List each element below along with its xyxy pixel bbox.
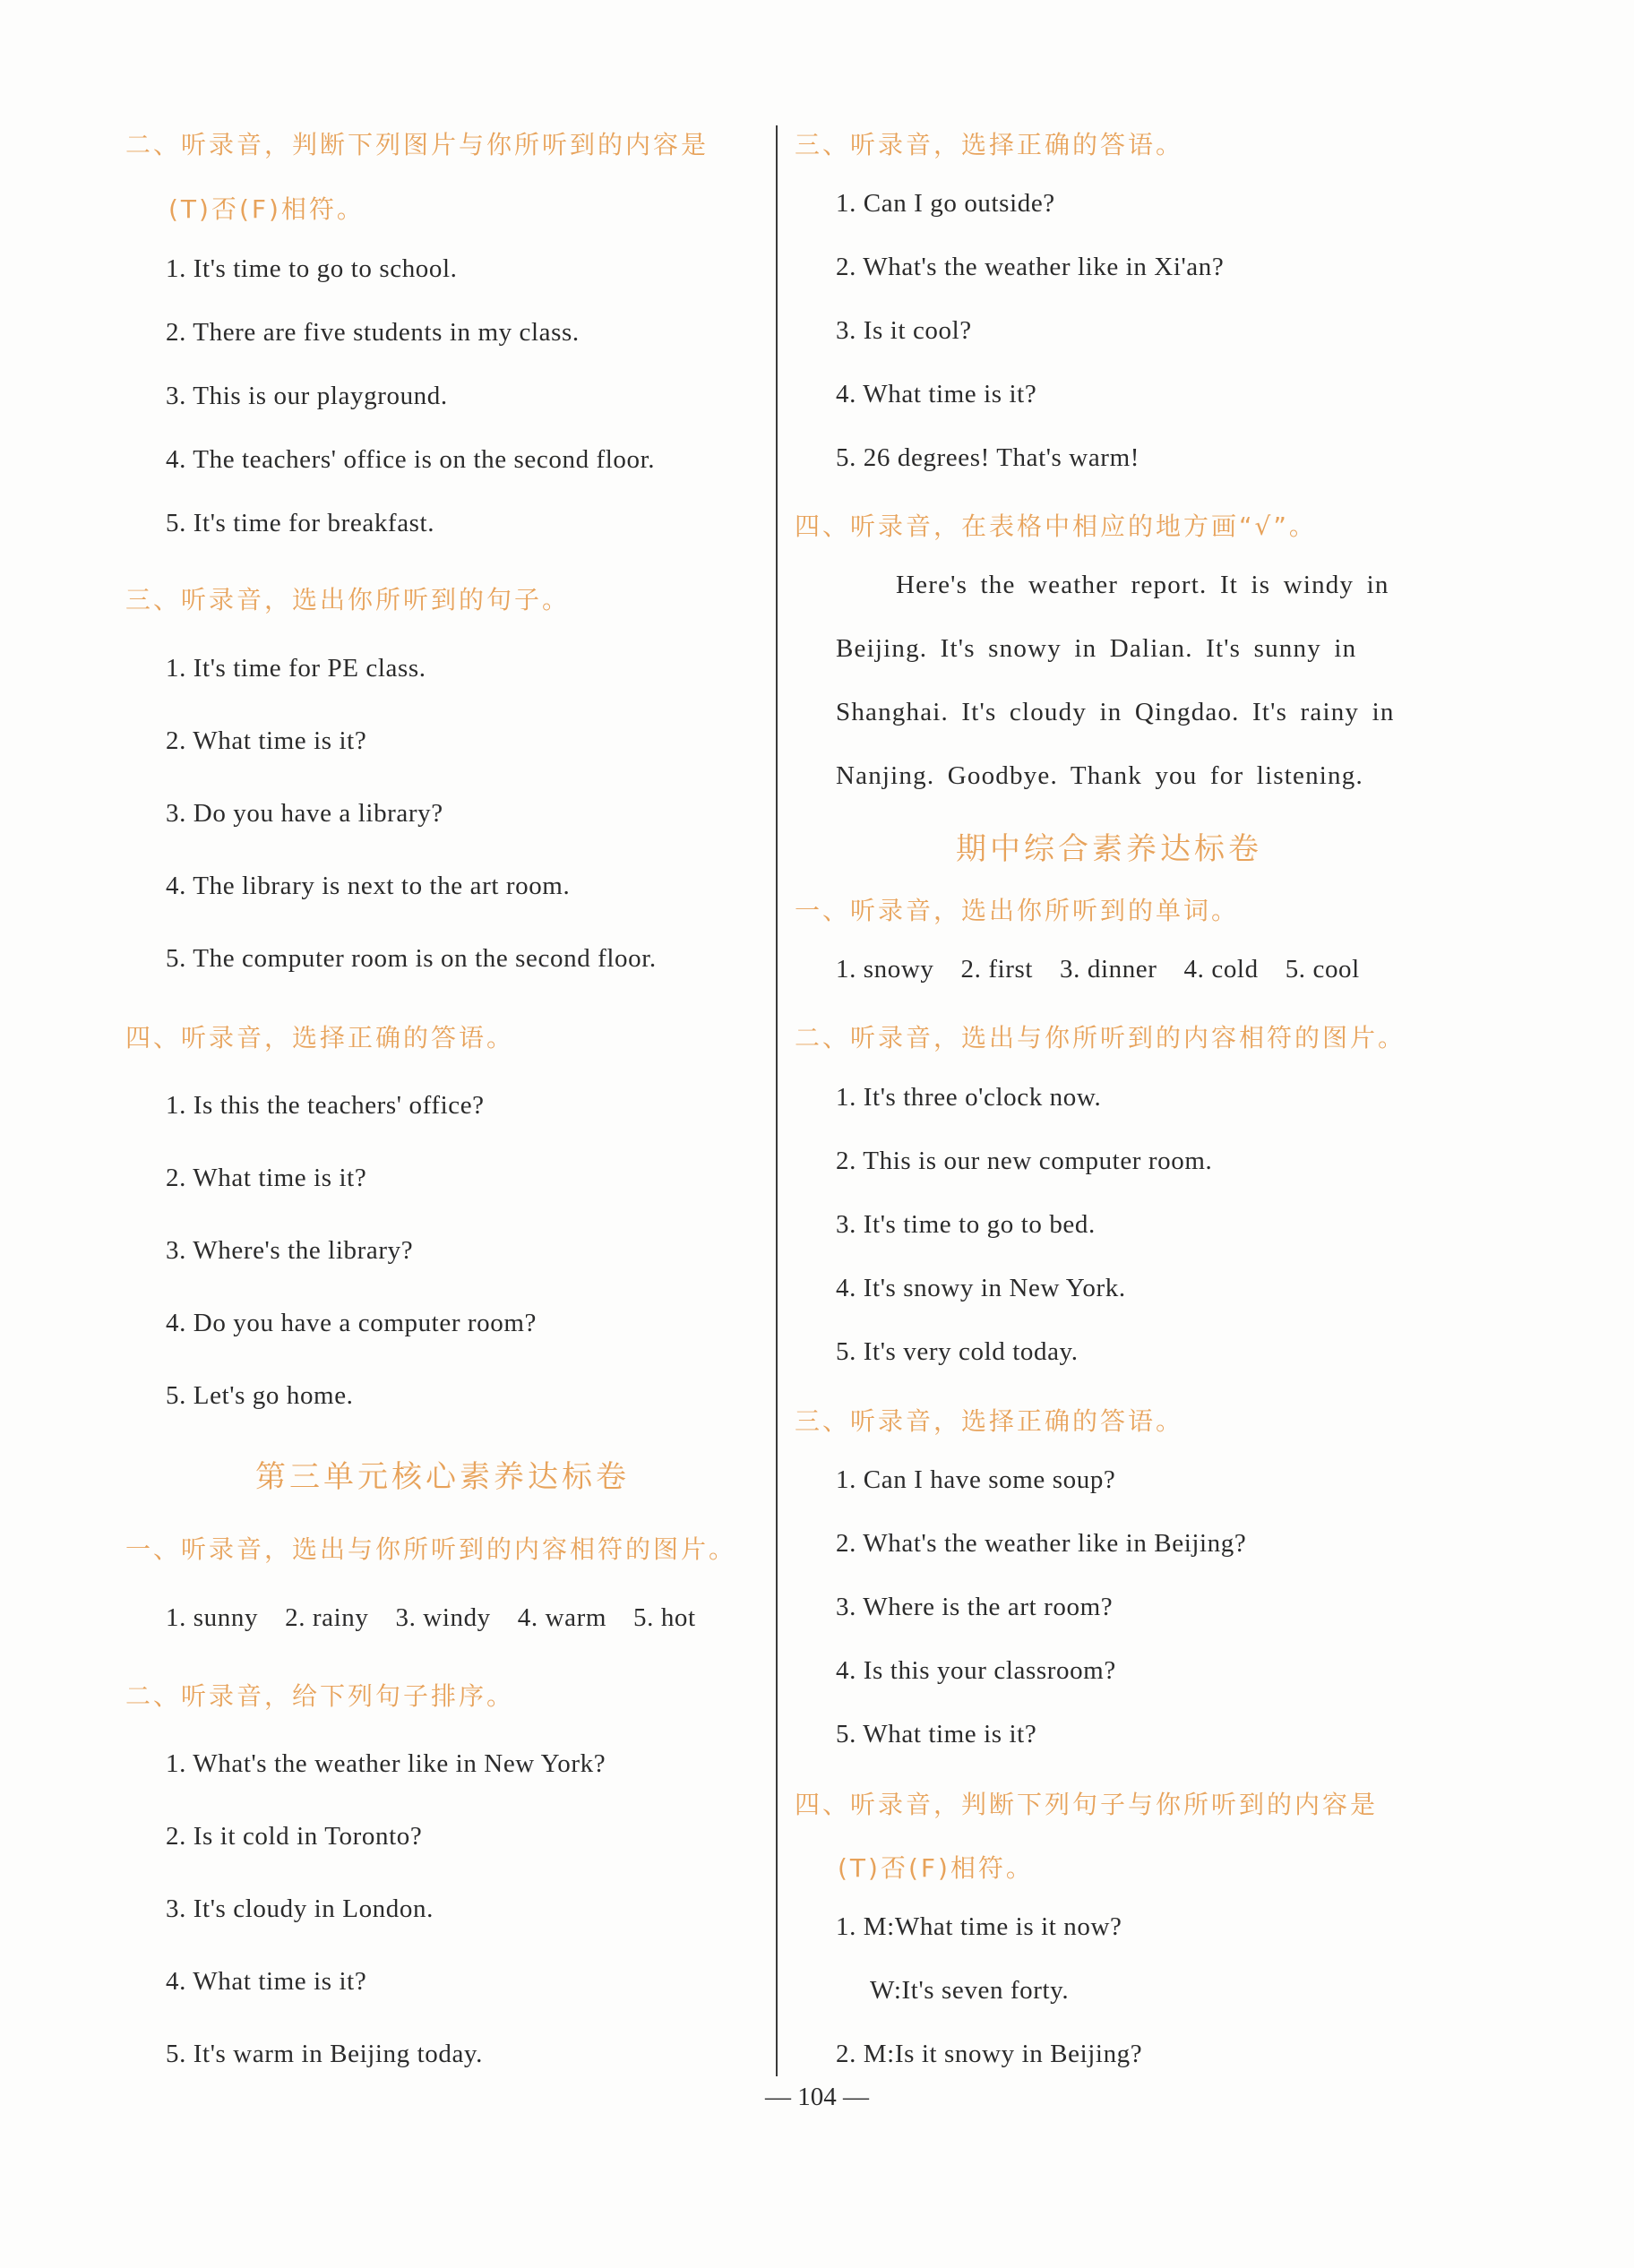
word-list [166,1603,723,1633]
dialogue-line: 1. M:What time is it now? [836,1912,1122,1941]
dialogue-line: 2. M:Is it snowy in Beijing? [836,2040,1143,2068]
list-item: 4. The teachers' office is on the second floor. [166,445,656,474]
word-option: 5. hot [633,1603,696,1632]
page-number: — 104 — [765,2083,869,2111]
word-option: 3. windy [395,1603,491,1632]
word-option: 4. cold [1183,955,1259,984]
word-option: 1. sunny [166,1603,259,1632]
list-item: 1. It's three o'clock now. [836,1083,1102,1112]
section-heading: 二、听录音，选出与你所听到的内容相符的图片。 [795,1023,1406,1052]
list-item: 3. It's cloudy in London. [166,1894,434,1923]
list-item: 2. This is our new computer room. [836,1147,1213,1175]
column-divider [776,125,778,2076]
list-item: 1. It's time to go to school. [166,254,458,283]
unit-title: 第三单元核心素养达标卷 [255,1459,630,1495]
paragraph-line: Here's the weather report. It is windy in [896,571,1389,599]
list-item: 1. It's time for PE class. [166,654,426,683]
list-item: 4. What time is it? [166,1967,367,1996]
list-item: 3. It's time to go to bed. [836,1210,1096,1239]
list-item: 1. Can I go outside? [836,189,1055,218]
dialogue-line: W:It's seven forty. [870,1976,1070,2005]
paragraph-line: Shanghai. It's cloudy in Qingdao. It's rainy in [836,698,1395,726]
list-item: 4. What time is it? [836,380,1037,408]
list-item: 2. Is it cold in Toronto? [166,1822,423,1851]
section-heading: 四、听录音，选择正确的答语。 [125,1023,515,1052]
paragraph-line: Nanjing. Goodbye. Thank you for listening. [836,761,1363,790]
exam-title: 期中综合素养达标卷 [956,831,1262,867]
list-item: 3. This is our playground. [166,382,448,410]
list-item: 4. The library is next to the art room. [166,872,571,900]
list-item: 2. What's the weather like in Xi'an? [836,253,1225,281]
section-heading: 四、听录音，在表格中相应的地方画“√”。 [795,511,1317,541]
word-option: 3. dinner [1060,955,1157,984]
list-item: 2. What time is it? [166,726,367,755]
word-option: 2. first [960,955,1034,984]
list-item: 2. What time is it? [166,1164,367,1192]
list-item: 2. There are five students in my class. [166,318,580,347]
list-item: 5. 26 degrees! That's warm! [836,443,1140,472]
list-item: 5. It's very cold today. [836,1337,1079,1366]
section-heading: 三、听录音，选择正确的答语。 [795,1406,1184,1436]
list-item: 1. Can I have some soup? [836,1465,1116,1494]
word-option: 4. warm [517,1603,607,1632]
word-option: 5. cool [1285,955,1360,984]
list-item: 4. Do you have a computer room? [166,1309,538,1337]
list-item: 1. What's the weather like in New York? [166,1749,606,1778]
section-heading: 二、听录音，给下列句子排序。 [125,1681,515,1711]
list-item: 5. The computer room is on the second floor. [166,944,657,973]
list-item: 5. What time is it? [836,1720,1037,1748]
paragraph-line: Beijing. It's snowy in Dalian. It's sunny in [836,634,1357,663]
section-heading: 四、听录音，判断下列句子与你所听到的内容是 [795,1790,1379,1819]
list-item: 3. Where is the art room? [836,1593,1114,1621]
section-heading: 一、听录音，选出与你所听到的内容相符的图片。 [125,1534,737,1564]
word-list [836,955,1387,984]
word-option: 2. rainy [285,1603,369,1632]
section-heading: 二、听录音，判断下列图片与你所听到的内容是 [125,130,710,159]
word-option: 1. snowy [836,955,934,984]
list-item: 4. Is this your classroom? [836,1656,1116,1685]
section-heading: 三、听录音，选出你所听到的句子。 [125,585,571,614]
section-heading: 一、听录音，选出你所听到的单词。 [795,896,1240,925]
section-heading: 三、听录音，选择正确的答语。 [795,130,1184,159]
list-item: 3. Is it cool? [836,316,972,345]
list-item: 1. Is this the teachers' office? [166,1091,485,1120]
section-heading-continued: (T)否(F)相符。 [168,194,365,224]
list-item: 3. Where's the library? [166,1236,414,1265]
list-item: 3. Do you have a library? [166,799,443,828]
section-heading-continued: (T)否(F)相符。 [838,1853,1034,1883]
list-item: 5. Let's go home. [166,1381,354,1410]
list-item: 2. What's the weather like in Beijing? [836,1529,1247,1558]
list-item: 5. It's time for breakfast. [166,509,435,537]
list-item: 4. It's snowy in New York. [836,1274,1126,1302]
list-item: 5. It's warm in Beijing today. [166,2040,483,2068]
